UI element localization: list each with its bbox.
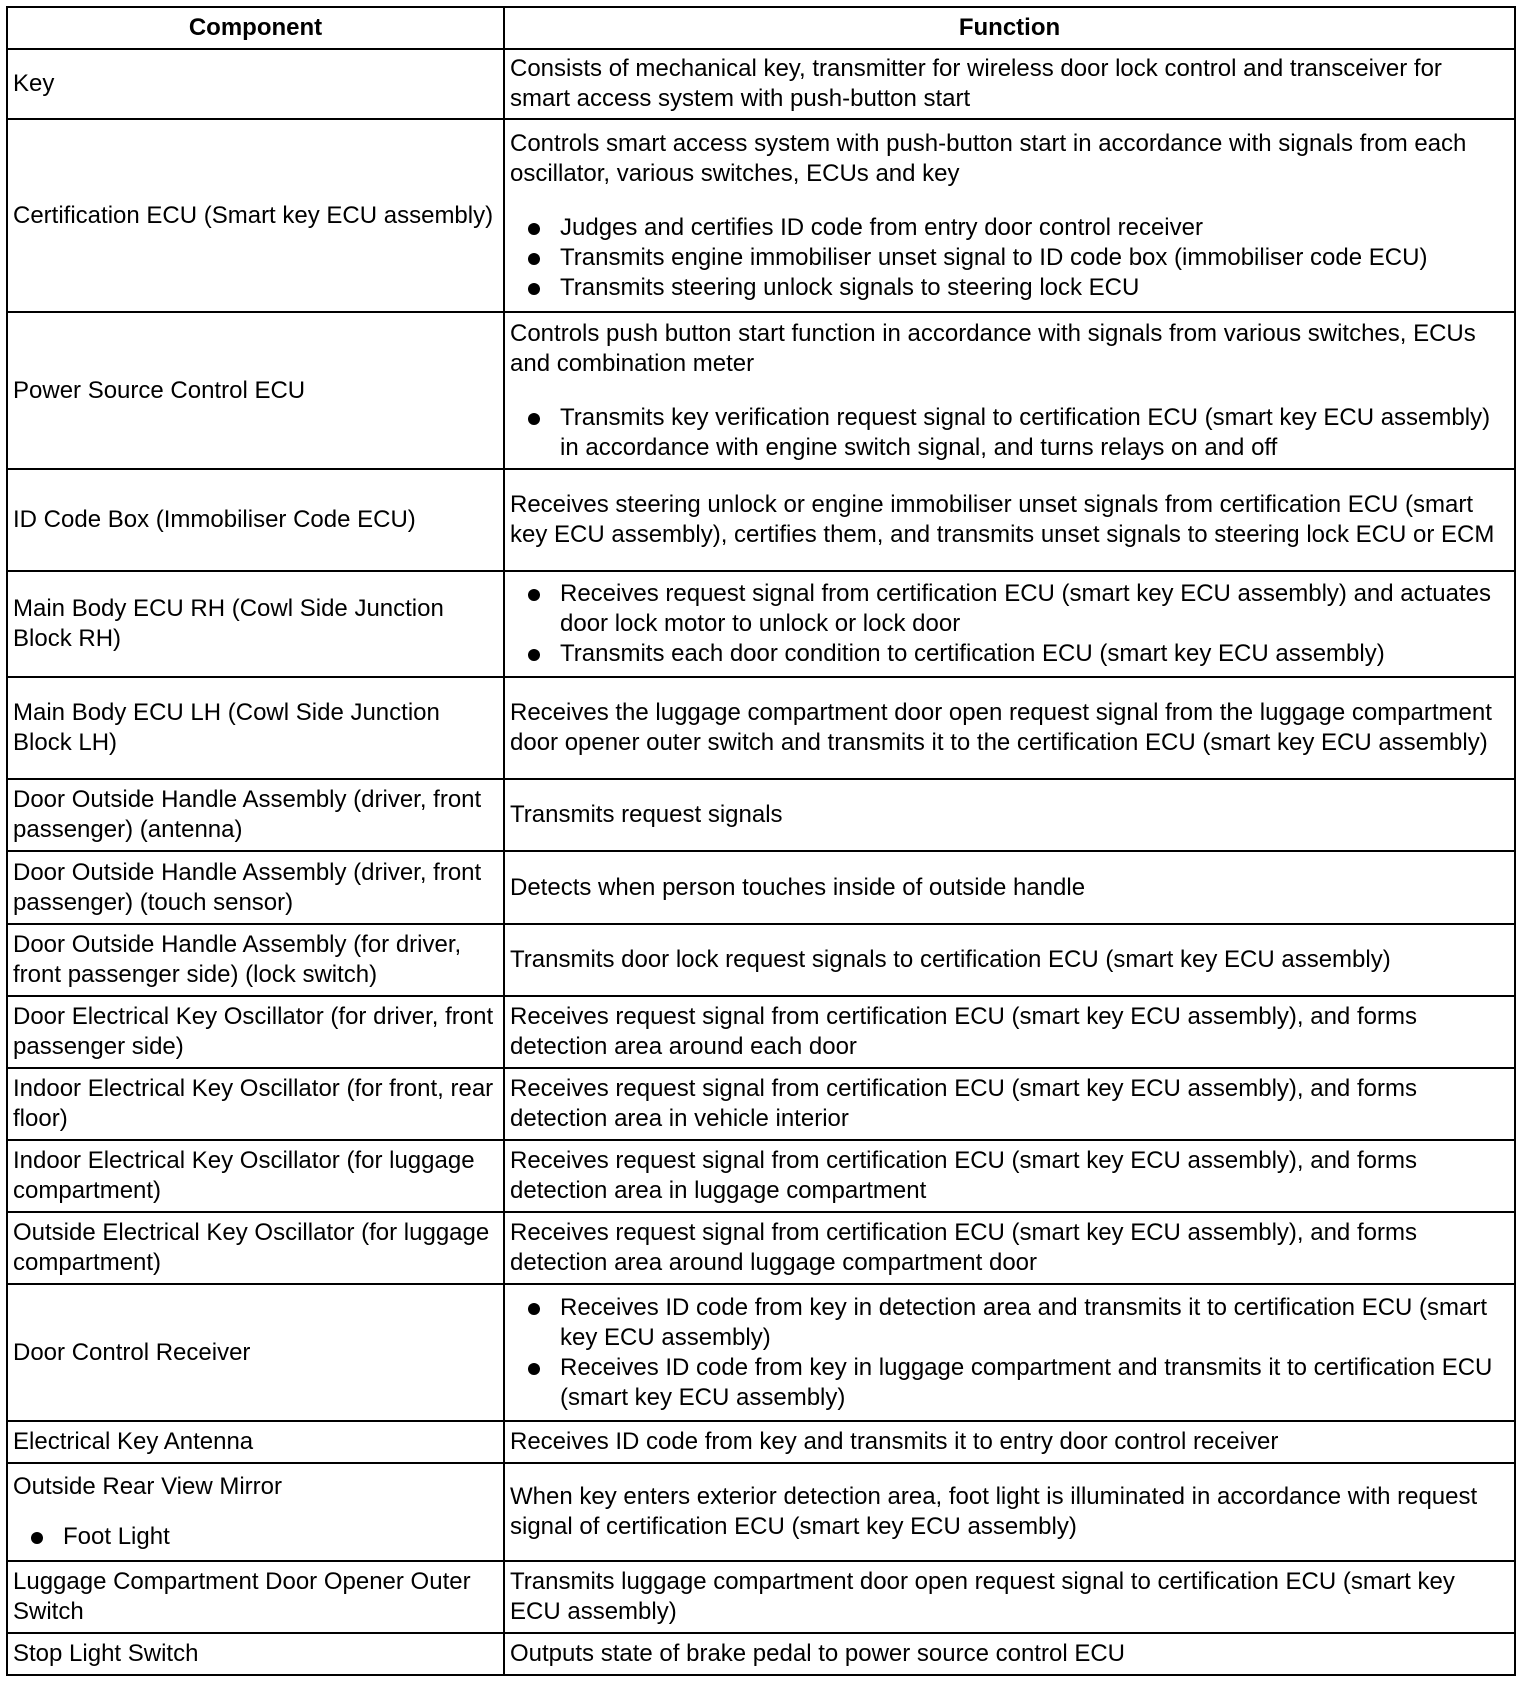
component-cell: ID Code Box (Immobiliser Code ECU) [7, 469, 504, 571]
component-cell [7, 1463, 504, 1561]
component-cell: Stop Light Switch [7, 1633, 504, 1675]
function-cell [504, 1284, 1515, 1421]
bullet-icon [528, 1303, 540, 1315]
function-cell: Transmits request signals [504, 779, 1515, 851]
function-cell: Receives request signal from certification ECU (smart key ECU assembly), and forms detection area in vehicle interior [504, 1068, 1515, 1140]
component-cell: Main Body ECU LH (Cowl Side Junction Block LH) [7, 677, 504, 779]
header-function: Function [504, 7, 1515, 49]
bullet-icon [528, 413, 540, 425]
function-cell [504, 571, 1515, 677]
function-bullet-list [510, 403, 1508, 463]
bullet-icon [528, 1363, 540, 1375]
function-text: Controls smart access system with push-button start in accordance with signals from each oscillator, various switches, ECUs and key [510, 129, 1467, 187]
list-item: Receives ID code from key in detection area and transmits it to certification ECU (smart key ECU assembly) [510, 1293, 1508, 1353]
function-text: Controls push button start function in accordance with signals from various switches, ECUs and combination meter [510, 319, 1476, 377]
component-cell: Door Electrical Key Oscillator (for driver, front passenger side) [7, 996, 504, 1068]
component-cell: Luggage Compartment Door Opener Outer Switch [7, 1561, 504, 1633]
function-cell: Receives request signal from certification ECU (smart key ECU assembly), and forms detection area around each door [504, 996, 1515, 1068]
bullet-icon [528, 223, 540, 235]
table-row [7, 1561, 1515, 1633]
table-row [7, 469, 1515, 571]
function-cell: Receives request signal from certification ECU (smart key ECU assembly), and forms detection area in luggage compartment [504, 1140, 1515, 1212]
table-row [7, 677, 1515, 779]
component-cell: Electrical Key Antenna [7, 1421, 504, 1463]
bullet-icon [528, 649, 540, 661]
list-item: Transmits engine immobiliser unset signal to ID code box (immobiliser code ECU) [510, 243, 1508, 273]
function-cell: Receives the luggage compartment door open request signal from the luggage compartment door opener outer switch and transmits it to the certification ECU (smart key ECU assembly) [504, 677, 1515, 779]
table-row [7, 851, 1515, 924]
function-cell: Consists of mechanical key, transmitter for wireless door lock control and transceiver for smart access system with push-button start [504, 49, 1515, 119]
table-row [7, 1212, 1515, 1284]
component-cell: Door Outside Handle Assembly (driver, front passenger) (touch sensor) [7, 851, 504, 924]
table-row [7, 924, 1515, 996]
function-cell: Receives steering unlock or engine immobiliser unset signals from certification ECU (smart key ECU assembly), certifies them, and transmits unset signals to steering lock ECU or ECM [504, 469, 1515, 571]
list-item: Transmits key verification request signal to certification ECU (smart key ECU assembly) in accordance with engine switch signal, and turns relays on and off [510, 403, 1508, 463]
component-cell: Indoor Electrical Key Oscillator (for front, rear floor) [7, 1068, 504, 1140]
table-row [7, 1421, 1515, 1463]
function-cell: Detects when person touches inside of outside handle [504, 851, 1515, 924]
component-bullet-list [13, 1522, 497, 1552]
table-row [7, 571, 1515, 677]
list-item: Judges and certifies ID code from entry door control receiver [510, 213, 1508, 243]
component-cell: Key [7, 49, 504, 119]
function-cell: Receives ID code from key and transmits it to entry door control receiver [504, 1421, 1515, 1463]
table-row [7, 312, 1515, 469]
list-item: Transmits each door condition to certification ECU (smart key ECU assembly) [510, 639, 1508, 669]
function-cell: Outputs state of brake pedal to power source control ECU [504, 1633, 1515, 1675]
list-item: Receives request signal from certification ECU (smart key ECU assembly) and actuates door lock motor to unlock or lock door [510, 579, 1508, 639]
component-function-sheet [6, 6, 1514, 1676]
function-cell: Receives request signal from certification ECU (smart key ECU assembly), and forms detection area around luggage compartment door [504, 1212, 1515, 1284]
component-function-table [6, 6, 1516, 1676]
function-cell: When key enters exterior detection area, foot light is illuminated in accordance with request signal of certification ECU (smart key ECU assembly) [504, 1463, 1515, 1561]
component-cell: Outside Electrical Key Oscillator (for luggage compartment) [7, 1212, 504, 1284]
list-item: Receives ID code from key in luggage compartment and transmits it to certification ECU (smart key ECU assembly) [510, 1353, 1508, 1413]
function-cell: Transmits door lock request signals to certification ECU (smart key ECU assembly) [504, 924, 1515, 996]
list-item: Foot Light [13, 1522, 497, 1552]
component-cell: Door Outside Handle Assembly (driver, front passenger) (antenna) [7, 779, 504, 851]
component-cell: Door Outside Handle Assembly (for driver, front passenger side) (lock switch) [7, 924, 504, 996]
component-cell: Power Source Control ECU [7, 312, 504, 469]
component-cell: Door Control Receiver [7, 1284, 504, 1421]
function-cell [504, 119, 1515, 312]
table-row [7, 779, 1515, 851]
component-cell: Indoor Electrical Key Oscillator (for luggage compartment) [7, 1140, 504, 1212]
table-row [7, 996, 1515, 1068]
table-row [7, 1140, 1515, 1212]
table-row [7, 1284, 1515, 1421]
table-header-row [7, 7, 1515, 49]
table-row [7, 49, 1515, 119]
bullet-icon [31, 1532, 43, 1544]
bullet-icon [528, 253, 540, 265]
function-cell: Transmits luggage compartment door open request signal to certification ECU (smart key ECU assembly) [504, 1561, 1515, 1633]
header-component: Component [7, 7, 504, 49]
component-cell: Main Body ECU RH (Cowl Side Junction Block RH) [7, 571, 504, 677]
list-item: Transmits steering unlock signals to steering lock ECU [510, 273, 1508, 303]
function-bullet-list [510, 213, 1508, 303]
table-row [7, 1633, 1515, 1675]
bullet-icon [528, 589, 540, 601]
function-cell [504, 312, 1515, 469]
table-row [7, 1068, 1515, 1140]
function-bullet-list [510, 579, 1508, 669]
component-text: Outside Rear View Mirror [13, 1473, 282, 1500]
component-cell: Certification ECU (Smart key ECU assembly) [7, 119, 504, 312]
table-row [7, 1463, 1515, 1561]
function-bullet-list [510, 1293, 1508, 1413]
bullet-icon [528, 283, 540, 295]
table-row [7, 119, 1515, 312]
